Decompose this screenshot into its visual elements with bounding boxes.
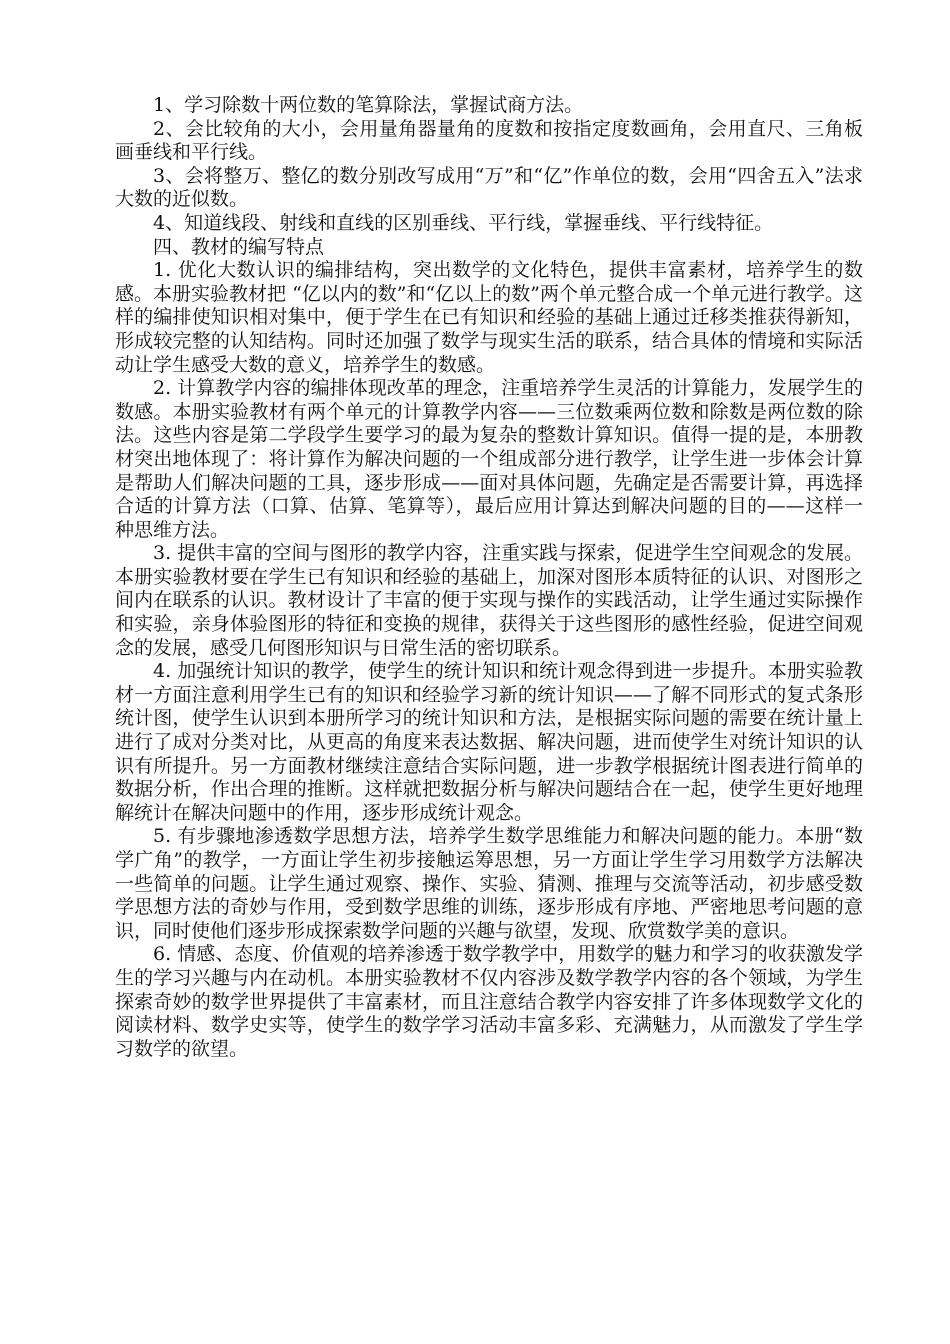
- feature-paragraph-6: 6. 情感、态度、价值观的培养渗透于数学教学中，用数学的魅力和学习的收获激发学生的学习兴趣与内在动机。本册实验教材不仅内容涉及数学教学内容的各个领域，为学生探索奇妙的数学世界提供了丰富素材，而且注意结合教学内容安排了许多体现数学文化的阅读材料、数学史实等，使学生的数学学习活动丰富多彩、充满魅力，从而激发了学生学习数学的欲望。: [115, 943, 863, 1060]
- feature-paragraph-3: 3. 提供丰富的空间与图形的教学内容，注重实践与探索，促进学生空间观念的发展。本册实验教材要在学生已有知识和经验的基础上，加深对图形本质特征的认识、对图形之间内在联系的认识。教材设计了丰富的便于实现与操作的实践活动，让学生通过实际操作和实验，亲身体验图形的特征和变换的规律，获得关于这些图形的感性经验，促进空间观念的发展，感受几何图形知识与日常生活的密切联系。: [115, 542, 863, 659]
- document-body: [115, 94, 863, 1061]
- objective-1: 1、学习除数十两位数的笔算除法，掌握试商方法。: [153, 94, 584, 116]
- feature-paragraph-4: 4. 加强统计知识的教学，使学生的统计知识和统计观念得到进一步提升。本册实验教材一方面注意利用学生已有的知识和经验学习新的统计知识——了解不同形式的复式条形统计图，使学生认识到本册所学习的统计知识和方法，是根据实际问题的需要在统计量上进行了成对分类对比，从更高的角度来表达数据、解决问题，进而使学生对统计知识的认识有所提升。另一方面教材继续注意结合实际问题，进一步教学根据统计图表进行简单的数据分析，作出合理的推断。这样就把数据分析与解决问题结合在一起，使学生更好地理解统计在解决问题中的作用，逐步形成统计观念。: [115, 660, 863, 824]
- section-heading: 四、教材的编写特点: [153, 235, 325, 258]
- objective-2: 2、会比较角的大小，会用量角器量角的度数和按指定度数画角，会用直尺、三角板画垂线和平行线。: [115, 117, 863, 164]
- feature-paragraph-5: 5. 有步骤地渗透数学思想方法，培养学生数学思维能力和解决问题的能力。本册“数学广角”的教学，一方面让学生初步接触运筹思想，另一方面让学生学习用数学方法解决一些简单的问题。让学生通过观察、操作、实验、猜测、推理与交流等活动，初步感受数学思想方法的奇妙与作用，受到数学思维的训练，逐步形成有序地、严密地思考问题的意识，同时使他们逐步形成探索数学问题的兴趣与欲望，发现、欣赏数学美的意识。: [115, 825, 863, 942]
- objective-3: 3、会将整万、整亿的数分别改写成用“万”和“亿”作单位的数，会用“四舍五入”法求大数的近似数。: [115, 164, 863, 211]
- feature-paragraph-1: 1. 优化大数认识的编排结构，突出数学的文化特色，提供丰富素材，培养学生的数感。本册实验教材把 “亿以内的数”和“亿以上的数”两个单元整合成一个单元进行教学。这样的编排使知识相对集中，便于学生在已有知识和经验的基础上通过迁移类推获得新知，形成较完整的认知结构。同时还加强了数学与现实生活的联系，结合具体的情境和实际活动让学生感受大数的意义，培养学生的数感。: [115, 259, 863, 376]
- objective-4: 4、知道线段、射线和直线的区别垂线、平行线，掌握垂线、平行线特征。: [153, 211, 774, 234]
- feature-paragraph-2: 2. 计算教学内容的编排体现改革的理念，注重培养学生灵活的计算能力，发展学生的数感。本册实验教材有两个单元的计算教学内容——三位数乘两位数和除数是两位数的除法。这些内容是第二学段学生要学习的最为复杂的整数计算知识。值得一提的是，本册教材突出地体现了：将计算作为解决问题的一个组成部分进行教学，让学生进一步体会计算是帮助人们解决问题的工具，逐步形成——面对具体问题，先确定是否需要计算，再选择合适的计算方法（口算、估算、笔算等），最后应用计算达到解决问题的目的——这样一种思维方法。: [115, 377, 863, 541]
